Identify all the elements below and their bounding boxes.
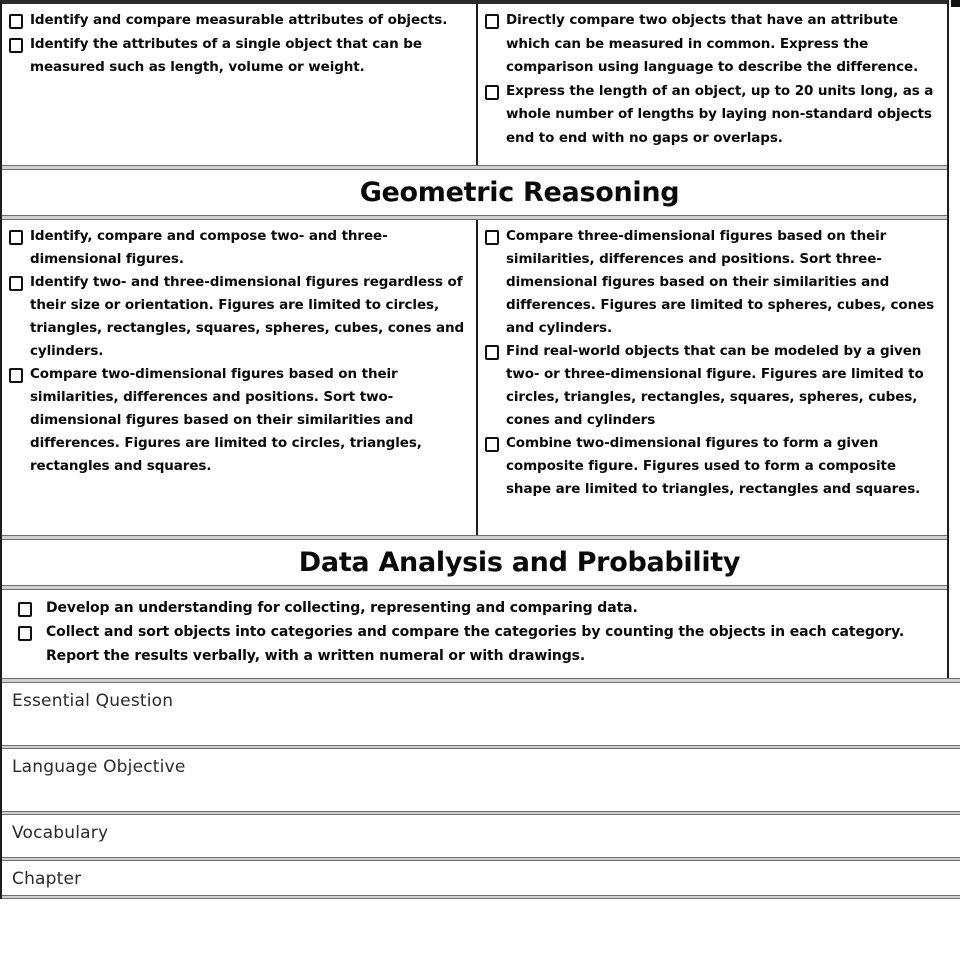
language-objective-row [2,749,960,811]
bullet-list [485,225,941,501]
bullet-text: Express the length of an object, up to 20 units long, as a whole number of lengths by laying non-standard objects end to end with no gaps or overlaps. [506,82,934,146]
bullet-list [485,9,941,150]
checkbox-icon [485,230,499,245]
bullet-text: Collect and sort objects into categories and compare the categories by counting the objects in each category. Report the results verbally, with a written numeral or with drawings. [46,624,905,664]
row-label: Chapter [12,869,82,889]
checkbox-icon [485,437,499,452]
measurement-section [2,4,947,165]
divider [2,895,960,899]
bullet-list [9,225,470,478]
geometric-reasoning-header [2,170,947,215]
bullet-item [9,225,470,271]
checkbox-icon [9,38,23,53]
bullet-text: Compare three-dimensional figures based on their similarities, differences and positions. Sort three-dimensional figures based on their similarities and differences. Figures are limited to spheres, cubes, cones and cylinders. [506,228,935,336]
checkbox-icon [9,368,23,383]
row-label: Language Objective [12,757,186,777]
bullet-text: Find real-world objects that can be modeled by a given two- or three-dimensional figure. Figures are limited to circles, triangles, rectangles, squares, spheres, cubes, cones and cylinders [506,343,924,428]
bullet-item [485,432,941,501]
measurement-left-cell [2,4,478,165]
checkbox-icon [9,230,23,245]
bullet-list [18,596,939,668]
bullet-text: Develop an understanding for collecting, representing and comparing data. [46,600,638,616]
geometric-reasoning-section [2,220,947,535]
checkbox-icon [18,602,32,617]
bullet-item [9,9,470,33]
bullet-text: Directly compare two objects that have an attribute which can be measured in common. Express the comparison using language to describe the difference. [506,12,919,75]
bullet-list [9,9,470,80]
checkbox-icon [485,345,499,360]
bullet-item [9,33,470,80]
section-title: Geometric Reasoning [359,177,680,208]
row-label: Essential Question [12,691,174,711]
bullet-item [18,620,939,668]
bullet-item [9,271,470,363]
bullet-text: Identify, compare and compose two- and three-dimensional figures. [30,228,388,267]
essential-question-row [2,683,960,745]
vocabulary-row [2,815,960,857]
geometric-left-cell [2,220,478,535]
data-analysis-header [2,540,947,585]
measurement-right-cell [478,4,947,165]
bullet-text: Identify two- and three-dimensional figures regardless of their size or orientation. Figures are limited to circles, triangles, rectangles, squares, spheres, cubes, cones and cylinders. [30,274,465,359]
section-title: Data Analysis and Probability [298,547,741,578]
row-label: Vocabulary [12,823,109,843]
bullet-text: Identify the attributes of a single object that can be measured such as length, volume or weight. [30,35,422,75]
bullet-text: Combine two-dimensional figures to form a given composite figure. Figures used to form a composite shape are limited to triangles, rectangles and squares. [506,435,921,497]
scan-artifact-mark [951,0,960,7]
checkbox-icon [485,14,499,29]
chapter-row [2,861,960,895]
checkbox-icon [18,626,32,641]
bullet-text: Identify and compare measurable attributes of objects. [30,12,448,28]
geometric-right-cell [478,220,947,535]
bullet-item [18,596,939,620]
bullet-item [485,80,941,151]
bullet-item [9,363,470,478]
bullet-item [485,9,941,80]
planning-rows [0,678,960,899]
data-analysis-section [2,590,947,678]
checkbox-icon [485,85,499,100]
checkbox-icon [9,14,23,29]
bullet-text: Compare two-dimensional figures based on their similarities, differences and positions. Sort two-dimensional figures based on their similarities and differences. Figures are limited to circles, triangles, rectangles and squares. [30,366,422,474]
bullet-item [485,340,941,432]
bullet-item [485,225,941,340]
checkbox-icon [9,276,23,291]
